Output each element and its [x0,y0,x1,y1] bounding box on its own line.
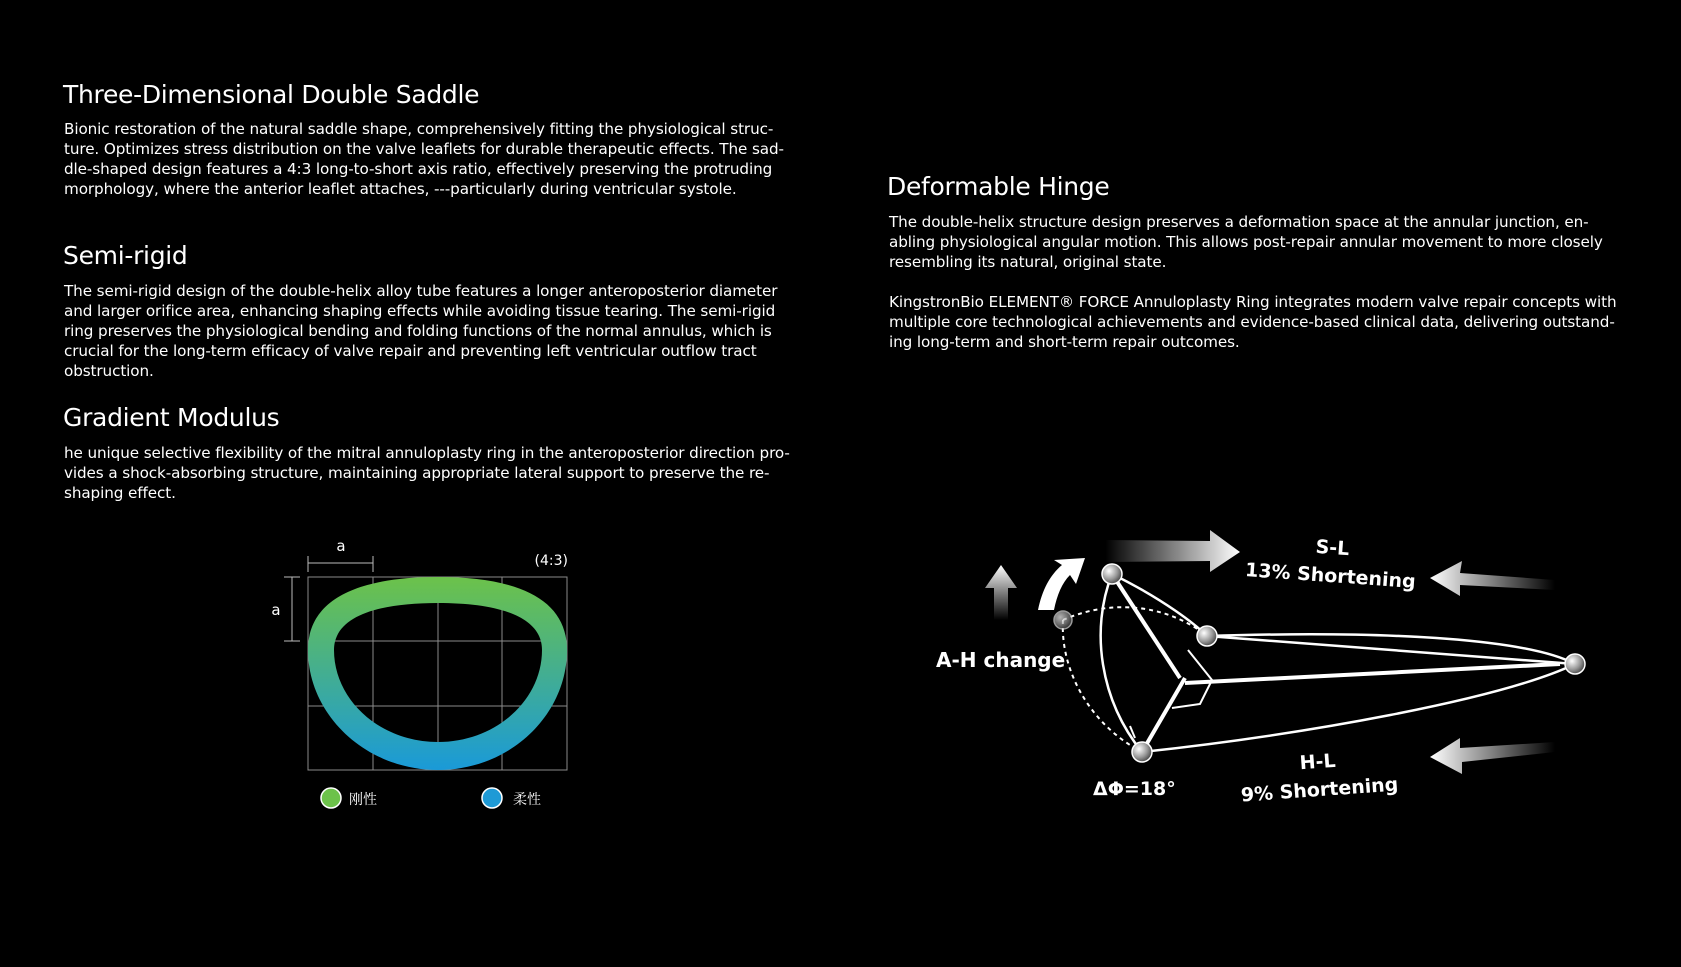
arrow-hl-left [1430,738,1555,774]
text-line: ring preserves the physiological bending and folding functions of the normal annulus, which is [64,322,772,340]
node-ghost [1054,611,1072,629]
dim-label-side: a [271,601,281,619]
text-line: crucial for the long-term efficacy of valve repair and preventing left ventricular outflow tract [64,342,757,360]
text-line: multiple core technological achievements and evidence-based clinical data, delivering outstand- [889,313,1615,331]
node-top [1102,564,1122,584]
ah-change-label: A-H change [936,648,1066,672]
arrow-sl-left [1430,561,1555,596]
text-line: dle-shaped design features a 4:3 long-to-short axis ratio, effectively preserving the protruding [64,160,773,178]
arrow-curved [1038,558,1085,610]
hl-label-line1: H-L [1298,749,1337,775]
text-line: vides a shock-absorbing structure, maintaining appropriate lateral support to preserve the re- [64,464,770,482]
text-line: morphology, where the anterior leaflet attaches, ---particularly during ventricular systole. [64,180,737,198]
section-title-semi-rigid: Semi-rigid [63,241,188,270]
node-bottom [1132,742,1152,762]
text-line: The double-helix structure design preserves a deformation space at the annular junction, en- [889,213,1589,231]
text-line: and larger orifice area, enhancing shaping effects while avoiding tissue tearing. The semi-rigid [64,302,776,320]
section-title-gradient-modulus: Gradient Modulus [63,403,280,432]
node-mid [1197,626,1217,646]
section-title-deformable-hinge: Deformable Hinge [887,172,1110,201]
sl-label-line2: 13% Shortening [1244,559,1417,593]
text-line: shaping effect. [64,484,176,502]
node-right [1565,654,1585,674]
text-line: The semi-rigid design of the double-helix alloy tube features a longer anteroposterior diameter [64,282,778,300]
text-line: Bionic restoration of the natural saddle shape, comprehensively fitting the physiological struc- [64,120,774,138]
text-line: KingstronBio ELEMENT® FORCE Annuloplasty Ring integrates modern valve repair concepts with [889,293,1617,311]
dim-label-top: a [336,537,346,555]
angle-label: ΔΦ=18° [1093,778,1176,800]
legend-rigid-label: 刚性 [349,792,377,808]
dashed-hinge [1063,620,1142,752]
ratio-label: (4:3) [534,553,568,569]
text-line: abling physiological angular motion. This allows post-repair annular movement to more closely [889,233,1603,251]
text-line: obstruction. [64,362,154,380]
text-line: ing long-term and short-term repair outcomes. [889,333,1240,351]
text-line: ture. Optimizes stress distribution on the valve leaflets for durable therapeutic effects. The sad- [64,140,784,158]
legend-flexible-label: 柔性 [513,792,541,808]
sl-label-line1: S-L [1314,535,1350,561]
arrow-sl-right [1105,530,1240,572]
hl-label-line2: 9% Shortening [1240,773,1399,807]
text-line: resembling its natural, original state. [889,253,1167,271]
section-title-double-saddle: Three-Dimensional Double Saddle [63,80,480,109]
right-angle-marker [1172,650,1212,708]
arrow-ah-up [985,565,1017,620]
text-line: he unique selective flexibility of the mitral annuloplasty ring in the anteroposterior direction pro- [64,444,790,462]
